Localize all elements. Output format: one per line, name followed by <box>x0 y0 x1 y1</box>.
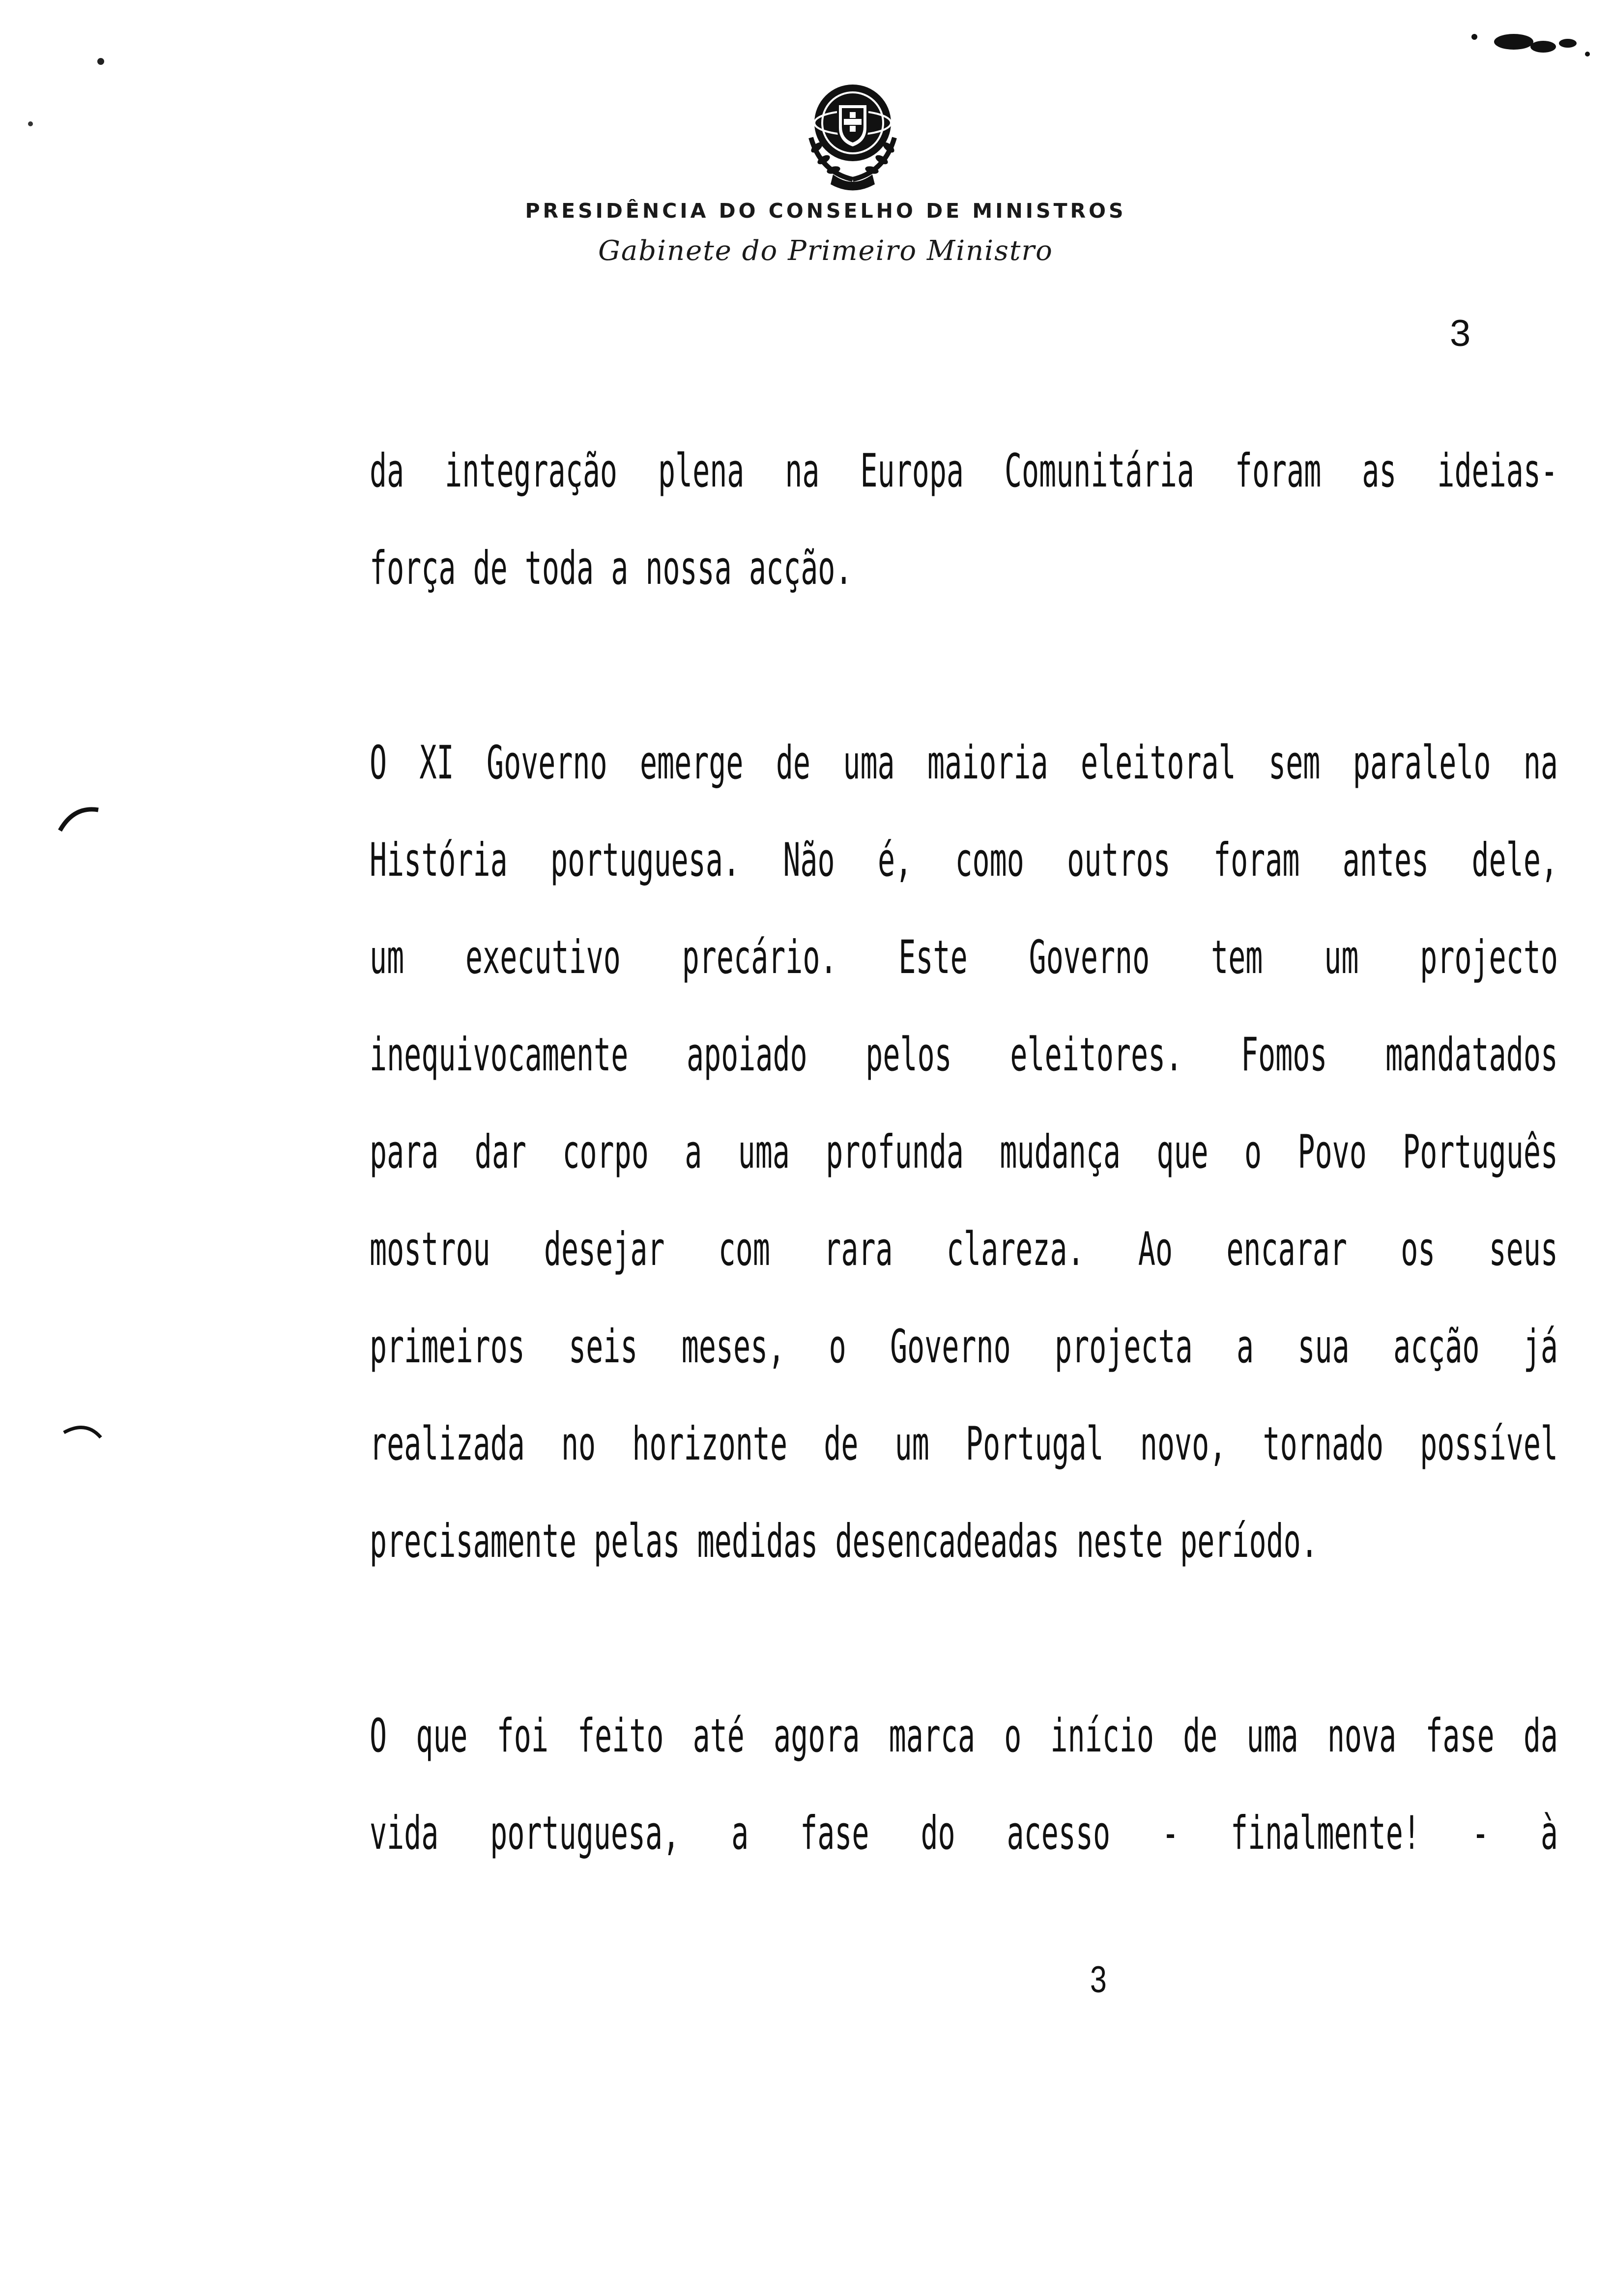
text-line: vida portuguesa, a fase do acesso - finalmente! - à <box>370 1807 1558 1860</box>
text-line: um executivo precário. Este Governo tem um projecto <box>370 931 1558 984</box>
office-name: Gabinete do Primeiro Ministro <box>598 235 1053 267</box>
text-line: O que foi feito até agora marca o início de uma nova fase da <box>370 1709 1558 1763</box>
text-line: realizada no horizonte de um Portugal novo, tornado possível <box>370 1417 1558 1471</box>
text-line: inequivocamente apoiado pelos eleitores. Fomos mandatados <box>370 1028 1558 1082</box>
text-line: precisamente pelas medidas desencadeadas neste período. <box>370 1515 1318 1568</box>
page-number-bottom: 3 <box>1090 1959 1107 2001</box>
institution-name: PRESIDÊNCIA DO CONSELHO DE MINISTROS <box>525 199 1126 223</box>
text-line: para dar corpo a uma profunda mudança que o Povo Português <box>370 1125 1558 1179</box>
text-line: primeiros seis meses, o Governo projecta a sua acção já <box>370 1320 1558 1374</box>
page-number-top: 3 <box>1450 313 1471 354</box>
text-line: mostrou desejar com rara clareza. Ao encarar os seus <box>370 1223 1558 1276</box>
text-line: História portuguesa. Não é, como outros foram antes dele, <box>370 833 1558 887</box>
text-line: O XI Governo emerge de uma maioria eleitoral sem paralelo na <box>370 736 1558 790</box>
text-line: da integração plena na Europa Comunitária foram as ideias- <box>370 444 1558 498</box>
text-line: força de toda a nossa acção. <box>370 542 853 595</box>
